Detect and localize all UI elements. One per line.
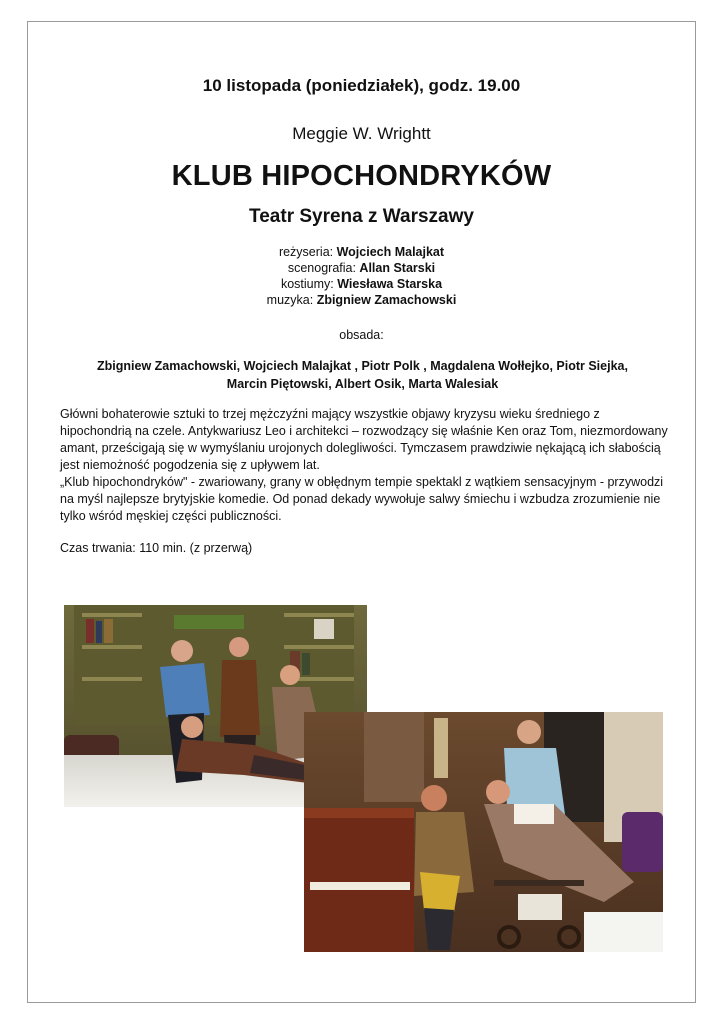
cast-label: obsada: [339, 328, 384, 342]
credit-value: Wiesława Starska [337, 277, 443, 291]
credit-direction [28, 244, 695, 260]
stage-photo-2-image [304, 712, 663, 952]
credits-block [28, 244, 695, 308]
poster-page [27, 21, 696, 1003]
credit-music [28, 292, 695, 308]
credit-scenography [28, 260, 695, 276]
description-paragraph: „Klub hipochondryków" - zwariowany, grany w obłędnym tempie spektakl z wątkiem sensacyjnym - przywodzi na myśl najlepsze brytyjskie komedie. Od ponad dekady wywołuje salwy śmiechu i wzbudza zrozumienie nie tylko wśród męskiej części publiczności. [60, 475, 664, 523]
play-title: KLUB HIPOCHONDRYKÓW [171, 160, 552, 192]
credit-label: muzyka: [266, 293, 317, 307]
theatre-name: Teatr Syrena z Warszawy [249, 206, 474, 227]
credit-value: Zbigniew Zamachowski [316, 293, 457, 307]
credit-value: Allan Starski [359, 261, 436, 275]
credit-label: reżyseria: [278, 245, 337, 259]
description [60, 406, 672, 525]
credit-costumes [28, 276, 695, 292]
cast-line: Marcin Piętowski, Albert Osik, Marta Walesiak [226, 377, 499, 391]
play-author: Meggie W. Wrightt [292, 124, 431, 143]
cast-list [58, 357, 667, 393]
stage-photo-2 [304, 712, 663, 952]
cast-line: Zbigniew Zamachowski, Wojciech Malajkat , Piotr Polk , Magdalena Wołłejko, Piotr Siejka, [97, 359, 628, 373]
event-date: 10 listopada (poniedziałek), godz. 19.00 [202, 76, 521, 95]
credit-value: Wojciech Malajkat [336, 245, 445, 259]
credit-label: kostiumy: [280, 277, 338, 291]
credit-label: scenografia: [287, 261, 360, 275]
description-paragraph: Główni bohaterowie sztuki to trzej mężczyźni mający wszystkie objawy kryzysu wieku średniego z hipochondrią na czele. Antykwariusz Leo i architekci – rozwodzący się właśnie Ken oraz Tom, niezmordowany amant, prześcigają się w wymyślaniu urojonych dolegliwości. Tymczasem prawdziwie nękającą ich słabością jest niemożność pogodzenia się z upływem lat. [60, 407, 668, 472]
duration-text: Czas trwania: 110 min. (z przerwą) [60, 541, 253, 555]
